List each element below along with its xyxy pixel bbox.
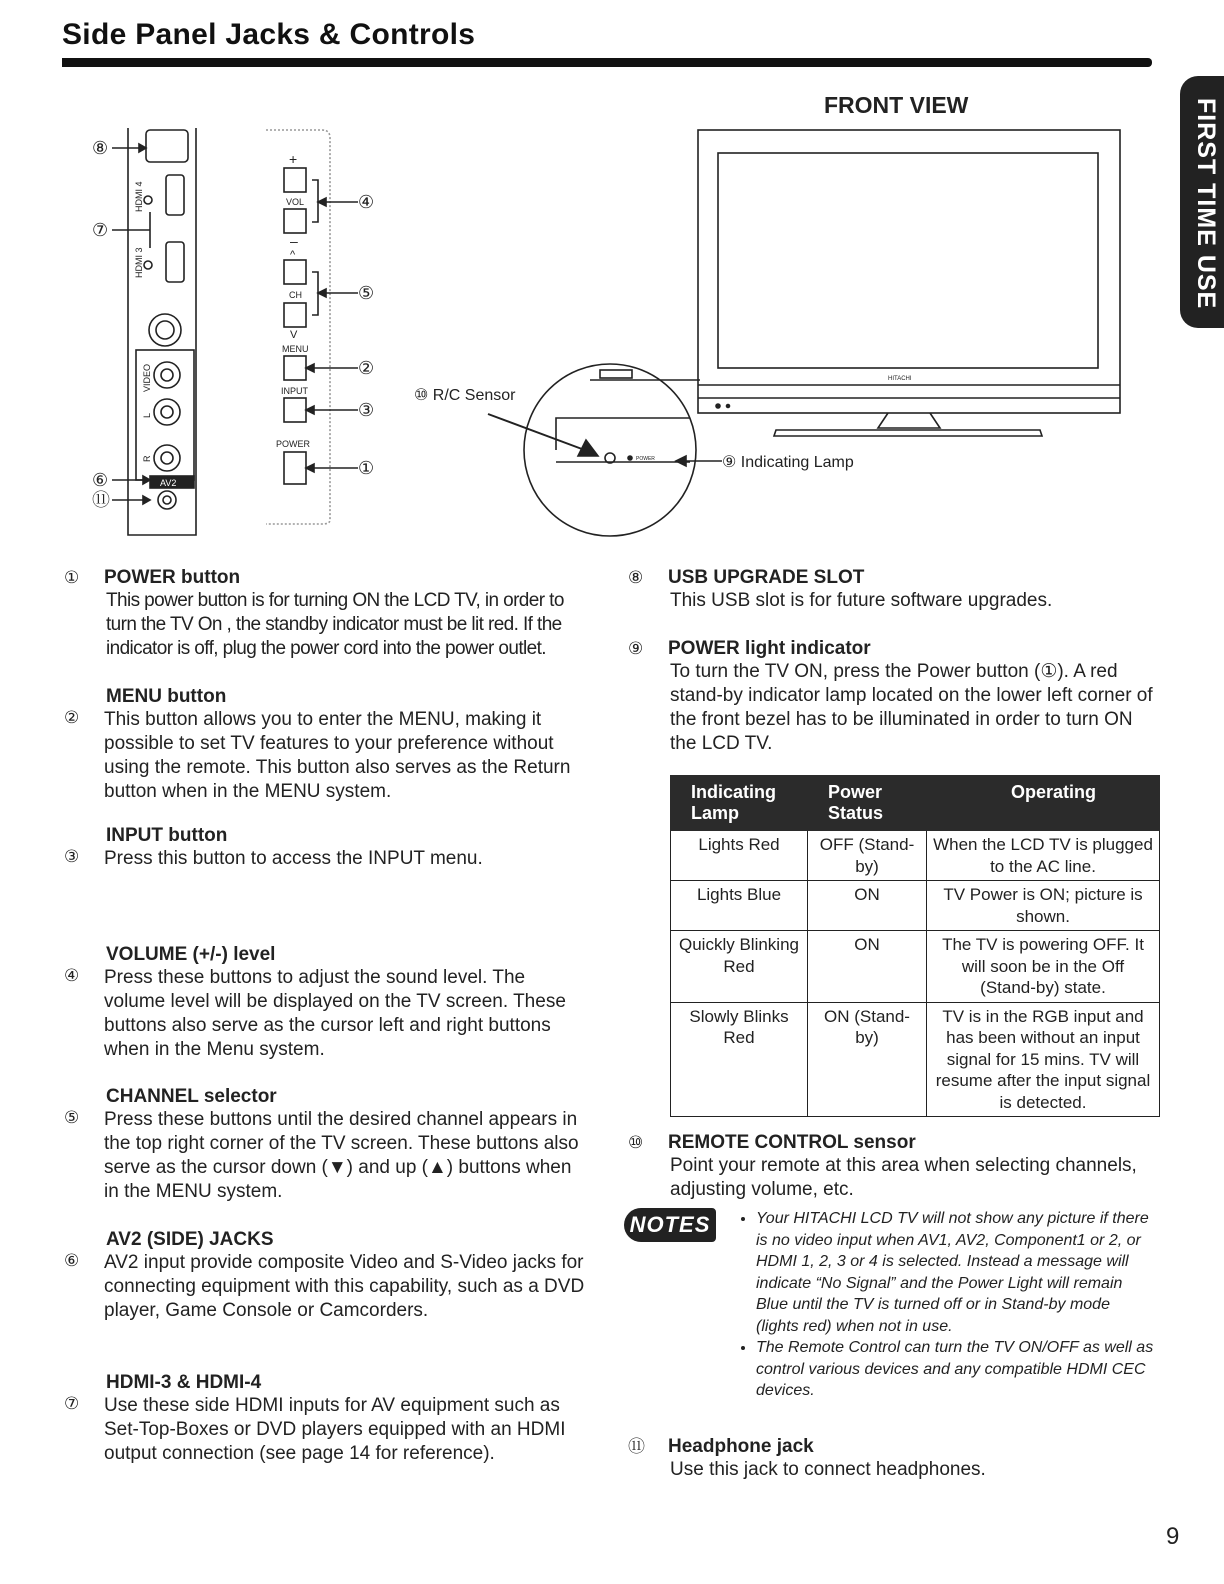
table-cell: When the LCD TV is plugged to the AC line. bbox=[927, 831, 1160, 881]
section-title: USB UPGRADE SLOT bbox=[668, 567, 865, 588]
side-panel-diagram bbox=[0, 110, 1224, 565]
rc-sensor-label: ⑩ R/C Sensor bbox=[414, 387, 516, 404]
table-cell: OFF (Stand-by) bbox=[808, 831, 927, 881]
menu-button bbox=[284, 356, 306, 380]
section-title: POWER light indicator bbox=[668, 638, 871, 659]
section-power-button bbox=[64, 567, 588, 661]
table-header: Power Status bbox=[808, 776, 927, 831]
section-number: ⑪ bbox=[628, 1437, 645, 1456]
jack-label-hdmi3: HDMI 3 bbox=[134, 247, 144, 278]
section-text: AV2 input provide composite Video and S-Video jacks for connecting equipment with this capability, such as a DVD player, Game Console or Camcorders. bbox=[104, 1252, 585, 1321]
section-number: ⑨ bbox=[628, 639, 644, 658]
section-title: INPUT button bbox=[106, 825, 228, 846]
table-cell: TV Power is ON; picture is shown. bbox=[927, 881, 1160, 931]
section-hdmi bbox=[64, 1372, 588, 1466]
section-text: This USB slot is for future software upgrades. bbox=[670, 590, 1053, 611]
table-cell: Lights Red bbox=[671, 831, 808, 881]
button-label-ch-down: V bbox=[290, 329, 298, 341]
callout-7: ⑦ bbox=[92, 220, 109, 240]
section-text: This power button is for turning ON the LCD TV, in order to turn the TV On , the standby indicator must be lit red. If the indicator is off, plug the power cord into the power outlet. bbox=[106, 590, 564, 659]
front-view-label: FRONT VIEW bbox=[824, 92, 969, 118]
section-input-button bbox=[64, 825, 588, 871]
section-remote-sensor bbox=[628, 1132, 1158, 1202]
zoom-circle bbox=[524, 364, 696, 536]
section-number: ④ bbox=[64, 966, 80, 985]
section-title: Headphone jack bbox=[668, 1436, 814, 1457]
callout-2: ② bbox=[358, 358, 375, 378]
section-volume bbox=[64, 944, 588, 1062]
table-row bbox=[671, 931, 1160, 1003]
callout-3: ③ bbox=[358, 400, 375, 420]
table-row bbox=[671, 1002, 1160, 1117]
hdmi4-port bbox=[166, 175, 184, 215]
callout-5: ⑤ bbox=[358, 283, 375, 303]
section-text: This button allows you to enter the MENU, making it possible to set TV features to your preference without using the remote. This button also serves as the Return button when in the MENU system. bbox=[104, 709, 571, 802]
note-item: • The Remote Control can turn the TV ON/OFF as well as control various devices and any compatible HDMI CEC devices. bbox=[756, 1337, 1154, 1402]
section-number: ① bbox=[64, 568, 80, 587]
hdmi4-led bbox=[144, 196, 152, 204]
input-button bbox=[284, 398, 306, 422]
title-rule bbox=[62, 58, 1152, 67]
section-text: Use these side HDMI inputs for AV equipment such as Set-Top-Boxes or DVD players equipped with an HDMI output connection (see page 14 for reference). bbox=[104, 1395, 566, 1464]
callout-1: ① bbox=[358, 458, 375, 478]
tv-stand-base bbox=[774, 430, 1042, 436]
jack-label-l: L bbox=[142, 412, 152, 418]
section-headphone-jack bbox=[628, 1432, 1158, 1482]
section-title: CHANNEL selector bbox=[106, 1086, 277, 1107]
button-label-vol: VOL bbox=[286, 197, 305, 207]
vol-down-button bbox=[284, 209, 306, 233]
section-text: Use this jack to connect headphones. bbox=[670, 1459, 986, 1480]
audio-r-jack bbox=[154, 445, 180, 471]
jack-label-hdmi4: HDMI 4 bbox=[134, 181, 144, 212]
section-text: Point your remote at this area when selecting channels, adjusting volume, etc. bbox=[670, 1155, 1137, 1200]
section-text: Press these buttons to adjust the sound level. The volume level will be displayed on the TV screen. These buttons also serve as the cursor left and right buttons when in the Menu system. bbox=[104, 967, 566, 1060]
section-number: ③ bbox=[64, 847, 80, 866]
page-title: Side Panel Jacks & Controls bbox=[62, 18, 476, 51]
ch-up-button bbox=[284, 260, 306, 284]
ch-down-button bbox=[284, 303, 306, 327]
section-text: Press this button to access the INPUT menu. bbox=[104, 848, 483, 869]
notes-box bbox=[734, 1208, 1154, 1402]
tv-screen bbox=[718, 153, 1098, 368]
notes-badge: NOTES bbox=[624, 1208, 716, 1242]
table-row bbox=[671, 831, 1160, 881]
table-cell: ON bbox=[808, 881, 927, 931]
table-header: Operating bbox=[927, 776, 1160, 831]
section-usb-slot bbox=[628, 567, 1158, 613]
section-text: Press these buttons until the desired channel appears in the top right corner of the TV screen. These buttons also serve as the cursor down (▼) and up (▲) buttons when in the MENU system. bbox=[104, 1109, 579, 1202]
page-number: 9 bbox=[1166, 1523, 1180, 1550]
section-number: ⑥ bbox=[64, 1251, 80, 1270]
section-av2-jacks bbox=[64, 1229, 588, 1323]
indicating-lamp-table bbox=[670, 775, 1160, 1117]
svideo-jack bbox=[149, 314, 181, 346]
audio-l-jack bbox=[154, 399, 180, 425]
zoom-power-label: POWER bbox=[636, 456, 655, 462]
hdmi3-port bbox=[166, 242, 184, 282]
table-row bbox=[671, 881, 1160, 931]
tv-outline bbox=[698, 130, 1120, 413]
section-title: MENU button bbox=[106, 686, 227, 707]
section-power-light bbox=[628, 638, 1158, 756]
section-tab-label: FIRST TIME USE bbox=[1192, 98, 1220, 310]
jack-label-r: R bbox=[142, 455, 152, 462]
table-cell: Slowly Blinks Red bbox=[671, 1002, 808, 1117]
jack-label-av2: AV2 bbox=[160, 478, 177, 488]
section-title: VOLUME (+/-) level bbox=[106, 944, 276, 965]
table-cell: Quickly Blinking Red bbox=[671, 931, 808, 1003]
power-button bbox=[284, 452, 306, 484]
section-title: REMOTE CONTROL sensor bbox=[668, 1132, 916, 1153]
callout-8: ⑧ bbox=[92, 138, 109, 158]
video-jack bbox=[154, 362, 180, 388]
table-header: Indicating Lamp bbox=[671, 776, 808, 831]
button-label-menu: MENU bbox=[282, 344, 309, 354]
section-title: POWER button bbox=[104, 567, 241, 588]
section-text: To turn the TV ON, press the Power button (①). A red stand-by indicator lamp located on the lower left corner of the front bezel has to be illuminated in order to turn ON the LCD TV. bbox=[670, 661, 1153, 754]
table-cell: TV is in the RGB input and has been without an input signal for 15 mins. TV will resume after the input signal is detected. bbox=[927, 1002, 1160, 1117]
section-channel bbox=[64, 1086, 588, 1204]
section-title: AV2 (SIDE) JACKS bbox=[106, 1229, 274, 1250]
section-number: ⑩ bbox=[628, 1133, 644, 1152]
note-item: • Your HITACHI LCD TV will not show any picture if there is no video input when AV1, AV2, Component1 or 2, or HDMI 1, 2, 3 or 4 is selected. Instead a message will indicate “No Signal” and the Power Light will remain Blue until the TV is turned off or in Stand-by mode (lights red) when not in use. bbox=[756, 1208, 1154, 1337]
tv-stand-neck bbox=[878, 413, 940, 428]
section-number: ⑧ bbox=[628, 568, 644, 587]
section-number: ② bbox=[64, 708, 80, 727]
button-label-minus: – bbox=[290, 233, 298, 249]
jack-label-video: VIDEO bbox=[142, 363, 152, 392]
section-number: ⑦ bbox=[64, 1394, 80, 1413]
button-label-plus: + bbox=[289, 151, 298, 167]
table-header-row bbox=[671, 776, 1160, 831]
indicating-lamp-label: ⑨ Indicating Lamp bbox=[722, 454, 854, 471]
vol-up-button bbox=[284, 168, 306, 192]
table-cell: ON (Stand-by) bbox=[808, 1002, 927, 1117]
callout-4: ④ bbox=[358, 192, 375, 212]
section-title: HDMI-3 & HDMI-4 bbox=[106, 1372, 262, 1393]
button-label-power: POWER bbox=[276, 439, 311, 449]
usb-slot bbox=[146, 130, 188, 162]
headphone-jack bbox=[158, 491, 176, 509]
table-cell: Lights Blue bbox=[671, 881, 808, 931]
button-label-input: INPUT bbox=[281, 386, 308, 396]
section-number: ⑤ bbox=[64, 1108, 80, 1127]
button-label-ch: CH bbox=[289, 290, 302, 300]
callout-6: ⑥ bbox=[92, 470, 109, 490]
hdmi3-led bbox=[144, 261, 152, 269]
section-menu-button bbox=[64, 686, 588, 804]
button-label-ch-up: ^ bbox=[290, 249, 296, 261]
callout-11: ⑪ bbox=[92, 490, 110, 510]
table-cell: The TV is powering OFF. It will soon be in the Off (Stand-by) state. bbox=[927, 931, 1160, 1003]
table-cell: ON bbox=[808, 931, 927, 1003]
tv-brand: HITACHI bbox=[888, 376, 912, 382]
